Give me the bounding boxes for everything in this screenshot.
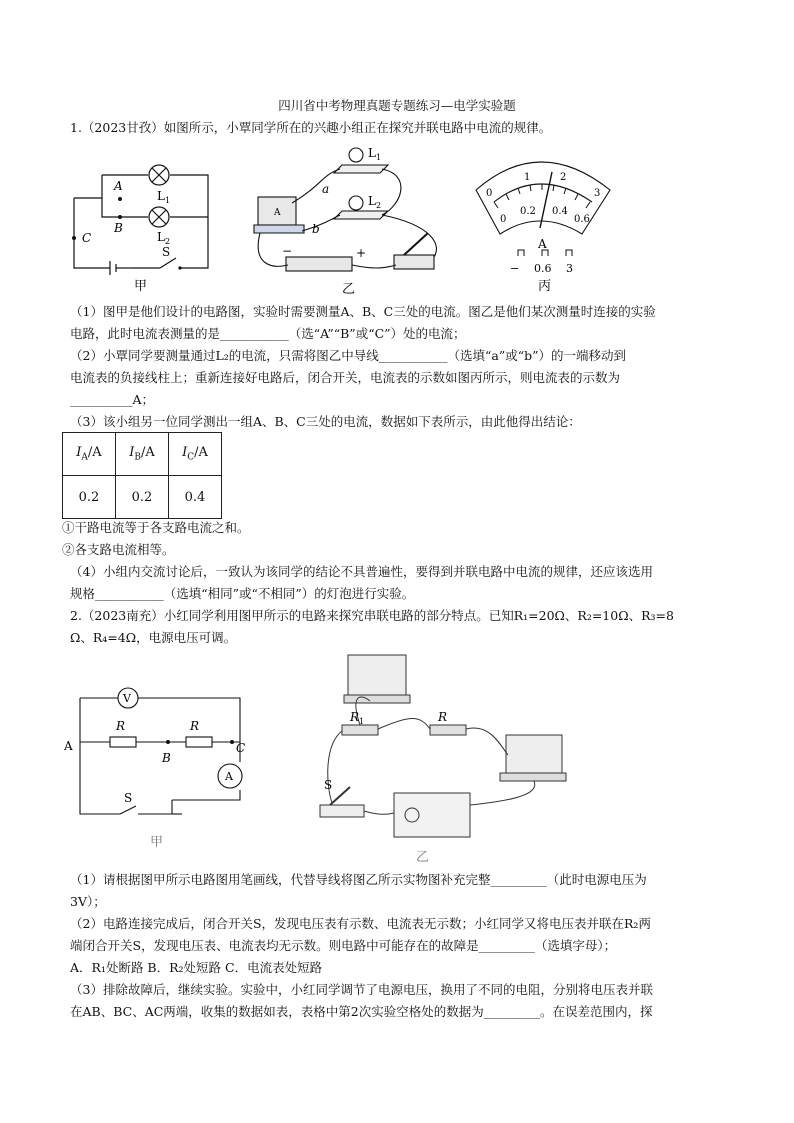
label-B: B <box>162 751 171 765</box>
table-cell: 0.2 <box>116 476 169 519</box>
q2-p2-line1: （2）电路连接完成后，闭合开关S，发现电压表有示数、电流表无示数；小红同学又将电压表并联在R₂两 <box>70 916 651 931</box>
label-L1-sub: 1 <box>376 153 382 162</box>
label-S: S <box>324 778 333 792</box>
label-L2: L <box>157 230 165 244</box>
q2-p2-line2: 端闭合开关S，发现电压表、电流表均无示数。则电路中可能存在的故障是_________（选填字母）； <box>70 938 617 953</box>
label-R2: R <box>190 719 200 733</box>
label-plus: + <box>356 246 367 260</box>
label-minus: − <box>282 244 293 258</box>
dial-unit: A <box>538 237 547 251</box>
label-b: b <box>312 222 320 236</box>
table-header-cell: $I_C/A$ <box>169 433 222 476</box>
label-L1: L <box>157 189 165 203</box>
label-S: S <box>162 245 171 259</box>
label-A-left: A <box>64 739 73 753</box>
tick-bottom-0: 0 <box>500 214 507 225</box>
tick-bottom-1: 0.2 <box>520 206 536 217</box>
terminal-3: 3 <box>566 262 573 275</box>
label-L1: L <box>368 146 376 160</box>
page-title: 四川省中考物理真题专题练习—电学实验题 <box>278 98 516 113</box>
q1-circuit-yi <box>252 145 452 295</box>
label-R2: R <box>438 710 448 724</box>
q2-stem-line1: 2.（2023南充）小红同学利用图甲所示的电路来探究串联电路的部分特点。已知R₁=20Ω、R₂=10Ω、R₃=8 <box>70 608 674 623</box>
caption-bing: 丙 <box>538 279 552 294</box>
q2-p1-line1: （1）请根据图甲所示电路图用笔画线，代替导线将图乙所示实物图补充完整_________（此时电源电压为 <box>70 872 647 887</box>
q2-circuit-yi <box>320 645 580 865</box>
q2-options: A．R₁处断路 B．R₂处短路 C．电流表处短路 <box>70 960 323 975</box>
q1-circuit-jia <box>62 150 222 300</box>
q2-p3-line2: 在AB、BC、AC两端，收集的数据如表，表格中第2次实验空格处的数据为_________。在误差范围内，探 <box>70 1004 653 1019</box>
q2-p1-line2: 3V）； <box>70 894 106 909</box>
q1-stem: 1.（2023甘孜）如图所示，小覃同学所在的兴趣小组正在探究并联电路中电流的规律。 <box>70 120 552 135</box>
meter-label: A <box>274 208 281 218</box>
q1-p1-line1: （1）图甲是他们设计的电路图，实验时需要测量A、B、C三处的电流。图乙是他们某次测量时连接的实验 <box>70 304 656 319</box>
label-V: V <box>123 692 131 705</box>
tick-top-0: 0 <box>486 188 493 199</box>
terminal-0.6: 0.6 <box>534 262 552 275</box>
label-a: a <box>322 182 330 196</box>
label-A: A <box>114 179 123 193</box>
q1-p2-line2: 电流表的负接线柱上；重新连接好电路后，闭合开关，电流表的示数如图丙所示，则电流表的示数为 <box>70 370 621 385</box>
q1-conclusion-1: ①干路电流等于各支路电流之和。 <box>62 520 250 535</box>
q1-data-table <box>62 432 222 519</box>
label-C: C <box>82 231 92 245</box>
tick-bottom-2: 0.4 <box>552 206 568 217</box>
table-header-cell: $I_A/A$ <box>63 433 116 476</box>
q2-p3-line1: （3）排除故障后，继续实验。实验中，小红同学调节了电源电压，换用了不同的电阻，分别将电压表并联 <box>70 982 653 997</box>
label-L2: L <box>368 194 376 208</box>
q2-circuit-jia <box>62 680 262 860</box>
tick-top-2: 2 <box>560 172 567 183</box>
label-R1: R <box>350 710 360 724</box>
label-B: B <box>114 221 123 235</box>
table-row <box>63 476 222 519</box>
q1-conclusion-2: ②各支路电流相等。 <box>62 542 175 557</box>
label-L2-sub: 2 <box>165 237 171 246</box>
table-cell: 0.2 <box>63 476 116 519</box>
q1-p4-line1: （4）小组内交流讨论后，一致认为该同学的结论不具普遍性，要得到并联电路中电流的规律，还应该选用 <box>70 564 653 579</box>
tick-bottom-3: 0.6 <box>574 214 590 225</box>
q2-stem-line2: Ω、R₄=4Ω，电源电压可调。 <box>70 630 237 645</box>
tick-top-3: 3 <box>594 188 601 199</box>
label-L1-sub: 1 <box>165 196 171 205</box>
q1-p2-line1: （2）小覃同学要测量通过L₂的电流，只需将图乙中导线___________（选填“a”或“b”）的一端移动到 <box>70 348 627 363</box>
label-R1: R <box>116 719 126 733</box>
q1-p1-line2: 电路，此时电流表测量的是___________（选“A”“B”或“C”）处的电流； <box>70 326 466 341</box>
label-L2-sub: 2 <box>376 201 382 210</box>
label-Am: A <box>225 770 233 783</box>
label-C: C <box>236 741 246 755</box>
terminal-minus: − <box>510 262 520 275</box>
label-S: S <box>124 791 133 805</box>
caption-jia: 甲 <box>150 835 164 850</box>
caption-yi: 乙 <box>342 282 356 297</box>
table-header-row <box>63 433 222 476</box>
label-R1-sub: 1 <box>359 717 365 726</box>
caption-jia: 甲 <box>134 279 148 294</box>
q1-p2-line3: __________A； <box>70 392 155 407</box>
table-header-cell: $I_B/A$ <box>116 433 169 476</box>
q1-p3: （3）该小组另一位同学测出一组A、B、C三处的电流，数据如下表所示，由此他得出结论： <box>70 414 581 429</box>
table-cell: 0.4 <box>169 476 222 519</box>
tick-top-1: 1 <box>524 172 531 183</box>
caption-yi: 乙 <box>416 850 430 865</box>
q1-p4-line2: 规格___________（选填“相同”或“不相同”）的灯泡进行实验。 <box>70 586 415 601</box>
q1-ammeter-dial-bing <box>470 150 620 300</box>
